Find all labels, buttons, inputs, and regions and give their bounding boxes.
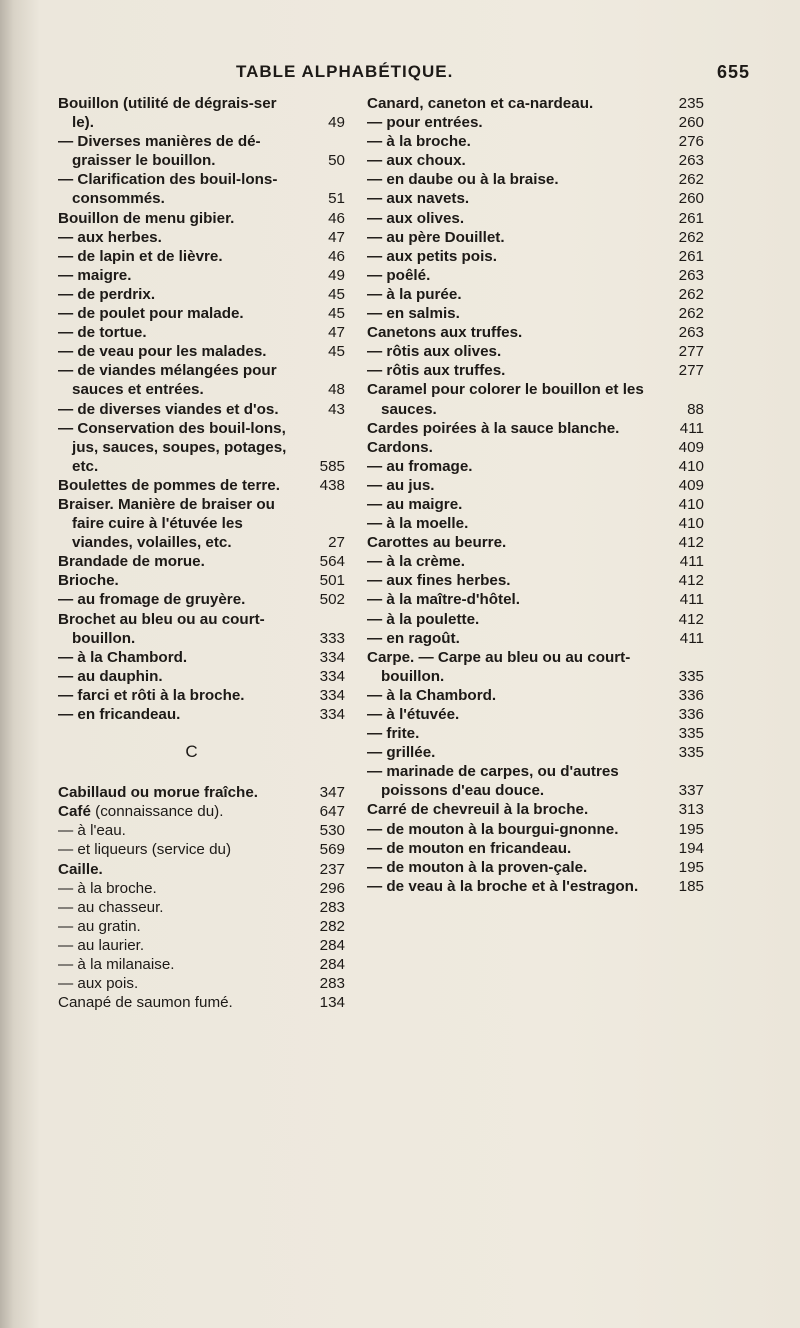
entry-page-number: 335 <box>678 725 704 743</box>
entry-page-number: 284 <box>319 936 345 954</box>
entry-page-number: 335 <box>678 744 704 762</box>
index-entry <box>58 132 345 170</box>
entry-page-number: 277 <box>678 343 704 361</box>
entry-page-number: 336 <box>678 706 704 723</box>
entry-page-number: 47 <box>328 324 345 342</box>
entry-page-number: 334 <box>319 686 345 704</box>
entry-text: — au laurier. <box>58 936 145 954</box>
entry-page-number: 283 <box>319 898 345 916</box>
entry-page-number: 335 <box>678 667 704 685</box>
entry-page-number: 263 <box>678 324 704 342</box>
index-entry <box>367 380 704 418</box>
index-entry <box>58 667 345 686</box>
entry-page-number: 195 <box>678 820 704 838</box>
entry-text: — à la broche. <box>367 133 471 151</box>
index-entry <box>367 304 704 323</box>
index-entry <box>367 132 704 151</box>
index-entry <box>58 783 345 802</box>
index-entry <box>58 323 345 342</box>
entry-page-number: 47 <box>328 228 345 246</box>
entry-page-number: 88 <box>687 400 704 418</box>
entry-text: Bouillon de menu gibier. <box>58 209 235 227</box>
entry-page-number: 283 <box>319 975 345 993</box>
entry-text: — et liqueurs (service du) <box>58 841 232 859</box>
entry-text: Canetons aux truffes. <box>367 324 523 342</box>
entry-page-number: 334 <box>319 706 345 723</box>
entry-page-number: 296 <box>319 879 345 897</box>
entry-text: — à la maître-d'hôtel. <box>367 591 520 609</box>
index-entry <box>58 648 345 667</box>
entry-text: — aux olives. <box>367 209 465 227</box>
entry-text: — aux pois. <box>58 975 139 993</box>
entry-text: — au chasseur. <box>58 898 164 916</box>
entry-page-number: 185 <box>678 877 704 895</box>
index-entry <box>58 802 345 821</box>
entry-text: — maigre. <box>58 266 132 284</box>
entry-text: — frite. <box>367 725 420 743</box>
index-entry <box>367 342 704 361</box>
entry-page-number: 51 <box>328 190 345 208</box>
entry-text: — poêlé. <box>367 266 431 284</box>
entry-text: — Clarification des bouil-lons-consommés. <box>58 171 278 208</box>
entry-text: Brioche. <box>58 572 119 590</box>
index-entry <box>367 361 704 380</box>
entry-text: — de tortue. <box>58 324 147 342</box>
entry-page-number: 263 <box>678 266 704 284</box>
entry-page-number: 411 <box>679 553 704 571</box>
entry-text: Bouillon (utilité de dégrais-ser le). <box>58 95 277 132</box>
entry-page-number: 438 <box>319 476 345 494</box>
index-entry <box>58 419 345 476</box>
entry-text: — grillée. <box>367 744 436 762</box>
entry-text: — de perdrix. <box>58 285 156 303</box>
index-entry <box>58 266 345 285</box>
index-entry <box>367 438 704 457</box>
entry-page-number: 284 <box>319 956 345 974</box>
entry-text: — à la purée. <box>367 285 462 303</box>
entry-page-number: 334 <box>319 648 345 666</box>
entry-page-number: 564 <box>319 553 345 571</box>
entry-page-number: 276 <box>678 133 704 151</box>
entry-page-number: 409 <box>678 476 704 494</box>
entry-page-number: 237 <box>319 860 345 878</box>
index-entry <box>58 94 345 132</box>
index-entry <box>367 743 704 762</box>
index-entry <box>58 361 345 399</box>
entry-text: — au fromage. <box>367 457 473 475</box>
index-entry <box>367 858 704 877</box>
entry-text: — de mouton en fricandeau. <box>367 839 572 857</box>
entry-page-number: 501 <box>319 572 345 590</box>
index-entry <box>58 342 345 361</box>
entry-text: — de mouton à la proven-çale. <box>367 858 588 876</box>
entry-page-number: 45 <box>328 343 345 361</box>
index-entry <box>367 514 704 533</box>
entry-page-number: 46 <box>328 209 345 227</box>
entry-page-number: 262 <box>678 171 704 189</box>
index-column-right <box>367 94 704 896</box>
entry-page-number: 410 <box>678 495 704 513</box>
index-entry <box>58 590 345 609</box>
entry-text: — en daube ou à la braise. <box>367 171 559 189</box>
entry-text: — au père Douillet. <box>367 228 505 246</box>
entry-text: — de lapin et de lièvre. <box>58 247 223 265</box>
entry-page-number: 411 <box>679 419 704 437</box>
index-entry <box>367 476 704 495</box>
index-entry <box>367 228 704 247</box>
entry-page-number: 647 <box>319 803 345 821</box>
index-entry <box>367 590 704 609</box>
entry-text: Cabillaud ou morue fraîche. <box>58 784 259 802</box>
index-entry <box>58 228 345 247</box>
entry-page-number: 261 <box>678 247 704 265</box>
entry-text: — farci et rôti à la broche. <box>58 686 245 704</box>
entry-page-number: 45 <box>328 285 345 303</box>
entry-page-number: 585 <box>319 457 345 475</box>
header-page-number: 655 <box>717 62 751 82</box>
entry-text: Brochet au bleu ou au court-bouillon. <box>58 610 265 647</box>
index-entry <box>367 495 704 514</box>
entry-text: — en salmis. <box>367 305 460 323</box>
entry-page-number: 333 <box>319 629 345 647</box>
entry-text: — aux navets. <box>367 190 470 208</box>
entry-text: Carpe. — Carpe au bleu ou au court-bouillon. <box>367 648 631 685</box>
entry-page-number: 502 <box>319 591 345 609</box>
index-entry <box>367 724 704 743</box>
index-entry <box>58 993 345 1012</box>
entry-text: — à la crème. <box>367 553 465 571</box>
index-entry <box>367 571 704 590</box>
entry-page-number: 412 <box>678 572 704 590</box>
entry-page-number: 337 <box>678 782 704 800</box>
index-entry <box>367 151 704 170</box>
entry-text: — à la milanaise. <box>58 956 175 974</box>
entry-text: Brandade de morue. <box>58 553 205 571</box>
index-entry <box>367 457 704 476</box>
entry-text: — au gratin. <box>58 917 141 935</box>
entry-page-number: 134 <box>319 994 345 1012</box>
entry-page-number: 45 <box>328 305 345 323</box>
entry-text: — marinade de carpes, ou d'autres poissons d'eau douce. <box>367 763 619 800</box>
index-entry <box>58 860 345 879</box>
entry-text: — aux choux. <box>367 152 466 170</box>
entry-page-number: 336 <box>678 686 704 704</box>
entry-page-number: 195 <box>678 858 704 876</box>
index-entry <box>367 762 704 800</box>
header-title: TABLE ALPHABÉTIQUE. <box>236 62 454 81</box>
index-entry <box>58 304 345 323</box>
entry-text: Caille. <box>58 860 103 878</box>
index-entry <box>58 917 345 936</box>
entry-text: — rôtis aux truffes. <box>367 362 506 380</box>
entry-page-number: 43 <box>328 400 345 418</box>
entry-page-number: 50 <box>328 152 345 170</box>
entry-text: Café (connaissance du). <box>58 803 224 821</box>
entry-text: — au jus. <box>367 476 435 494</box>
index-entry <box>367 705 704 724</box>
entry-text: — de diverses viandes et d'os. <box>58 400 279 418</box>
index-entry <box>58 610 345 648</box>
entry-text: — de veau à la broche et à l'estragon. <box>367 877 639 895</box>
entry-page-number: 334 <box>319 667 345 685</box>
index-entry <box>58 247 345 266</box>
index-entry <box>58 705 345 724</box>
entry-page-number: 49 <box>328 114 345 132</box>
index-entry <box>58 840 345 859</box>
index-entry <box>367 610 704 629</box>
entry-text: — au maigre. <box>367 495 463 513</box>
index-entry <box>367 170 704 189</box>
entry-page-number: 261 <box>678 209 704 227</box>
entry-text: — en fricandeau. <box>58 706 181 723</box>
entry-text: — aux herbes. <box>58 228 162 246</box>
entry-page-number: 411 <box>679 591 704 609</box>
entry-page-number: 49 <box>328 266 345 284</box>
entry-page-number: 262 <box>678 285 704 303</box>
entry-page-number: 410 <box>678 457 704 475</box>
entry-page-number: 48 <box>328 381 345 399</box>
entry-page-number: 277 <box>678 362 704 380</box>
entry-text: — Diverses manières de dé-graisser le bouillon. <box>58 133 261 170</box>
index-entry <box>367 552 704 571</box>
entry-text: — au dauphin. <box>58 667 163 685</box>
index-entry <box>58 495 345 552</box>
index-entry <box>367 839 704 858</box>
entry-page-number: 530 <box>319 822 345 840</box>
entry-page-number: 260 <box>678 190 704 208</box>
entry-page-number: 235 <box>678 95 704 112</box>
index-entry <box>367 419 704 438</box>
entry-page-number: 27 <box>328 534 345 552</box>
entry-page-number: 262 <box>678 228 704 246</box>
entry-text: Cardons. <box>367 438 433 456</box>
index-entry <box>58 170 345 208</box>
entry-text: Cardes poirées à la sauce blanche. <box>367 419 620 437</box>
entry-text: — à l'étuvée. <box>367 706 460 723</box>
entry-text: Carré de chevreuil à la broche. <box>367 801 589 819</box>
section-letter: C <box>185 742 198 762</box>
index-entry <box>367 113 704 132</box>
entry-page-number: 282 <box>319 917 345 935</box>
entry-page-number: 260 <box>678 114 704 132</box>
entry-page-number: 194 <box>678 839 704 857</box>
entry-page-number: 412 <box>678 610 704 628</box>
index-entry <box>367 686 704 705</box>
entry-text: — rôtis aux olives. <box>367 343 502 361</box>
entry-text: — de viandes mélangées pour sauces et entrées. <box>58 362 277 399</box>
entry-page-number: 263 <box>678 152 704 170</box>
running-header <box>0 62 800 90</box>
entry-page-number: 46 <box>328 247 345 265</box>
index-entry <box>58 400 345 419</box>
entry-text: — à la Chambord. <box>367 686 497 704</box>
index-entry <box>367 209 704 228</box>
entry-page-number: 410 <box>678 515 704 533</box>
index-entry <box>58 209 345 228</box>
index-entry <box>58 936 345 955</box>
entry-page-number: 347 <box>319 784 345 802</box>
index-entry <box>367 648 704 686</box>
entry-text: Braiser. Manière de braiser ou faire cuire à l'étuvée les viandes, volailles, etc. <box>58 495 275 552</box>
index-entry <box>367 266 704 285</box>
index-entry <box>58 686 345 705</box>
index-entry <box>58 879 345 898</box>
entry-page-number: 262 <box>678 305 704 323</box>
entry-text: — à la moelle. <box>367 515 469 533</box>
entry-text: — au fromage de gruyère. <box>58 591 246 609</box>
entry-text: Boulettes de pommes de terre. <box>58 476 280 494</box>
entry-page-number: 412 <box>678 534 704 552</box>
index-entry <box>58 974 345 993</box>
entry-text: — en ragoût. <box>367 629 460 647</box>
entry-text: — Conservation des bouil-lons, jus, sauces, soupes, potages, etc. <box>58 419 287 475</box>
entry-text: — à la poulette. <box>367 610 480 628</box>
index-entry <box>367 323 704 342</box>
entry-text: — aux fines herbes. <box>367 572 511 590</box>
entry-text: — à la broche. <box>58 879 157 897</box>
index-entry <box>58 552 345 571</box>
entry-page-number: 411 <box>679 629 704 647</box>
index-entry <box>58 955 345 974</box>
index-entry <box>367 247 704 266</box>
index-entry <box>367 820 704 839</box>
entry-text: — pour entrées. <box>367 114 483 132</box>
entry-text: Canapé de saumon fumé. <box>58 994 233 1012</box>
index-entry <box>58 571 345 590</box>
entry-text: Canard, caneton et ca-nardeau. <box>367 95 594 112</box>
entry-page-number: 569 <box>319 841 345 859</box>
index-entry <box>367 94 704 113</box>
index-entry <box>367 800 704 819</box>
index-entry <box>367 629 704 648</box>
entry-page-number: 409 <box>678 438 704 456</box>
entry-page-number: 313 <box>678 801 704 819</box>
index-entry <box>367 189 704 208</box>
index-column-left <box>58 94 345 1012</box>
entry-text: — à l'eau. <box>58 822 126 840</box>
entry-text: — à la Chambord. <box>58 648 188 666</box>
entry-text: — aux petits pois. <box>367 247 497 265</box>
entry-text: Carottes au beurre. <box>367 534 507 552</box>
index-entry <box>58 821 345 840</box>
index-entry <box>367 533 704 552</box>
index-entry <box>58 476 345 495</box>
entry-text: — de poulet pour malade. <box>58 305 244 323</box>
entry-text: — de veau pour les malades. <box>58 343 267 361</box>
index-entry <box>367 285 704 304</box>
index-entry <box>58 285 345 304</box>
entry-text: — de mouton à la bourgui-gnonne. <box>367 820 619 838</box>
index-entry <box>367 877 704 896</box>
entry-text: Caramel pour colorer le bouillon et les sauces. <box>367 381 644 418</box>
index-entry <box>58 898 345 917</box>
